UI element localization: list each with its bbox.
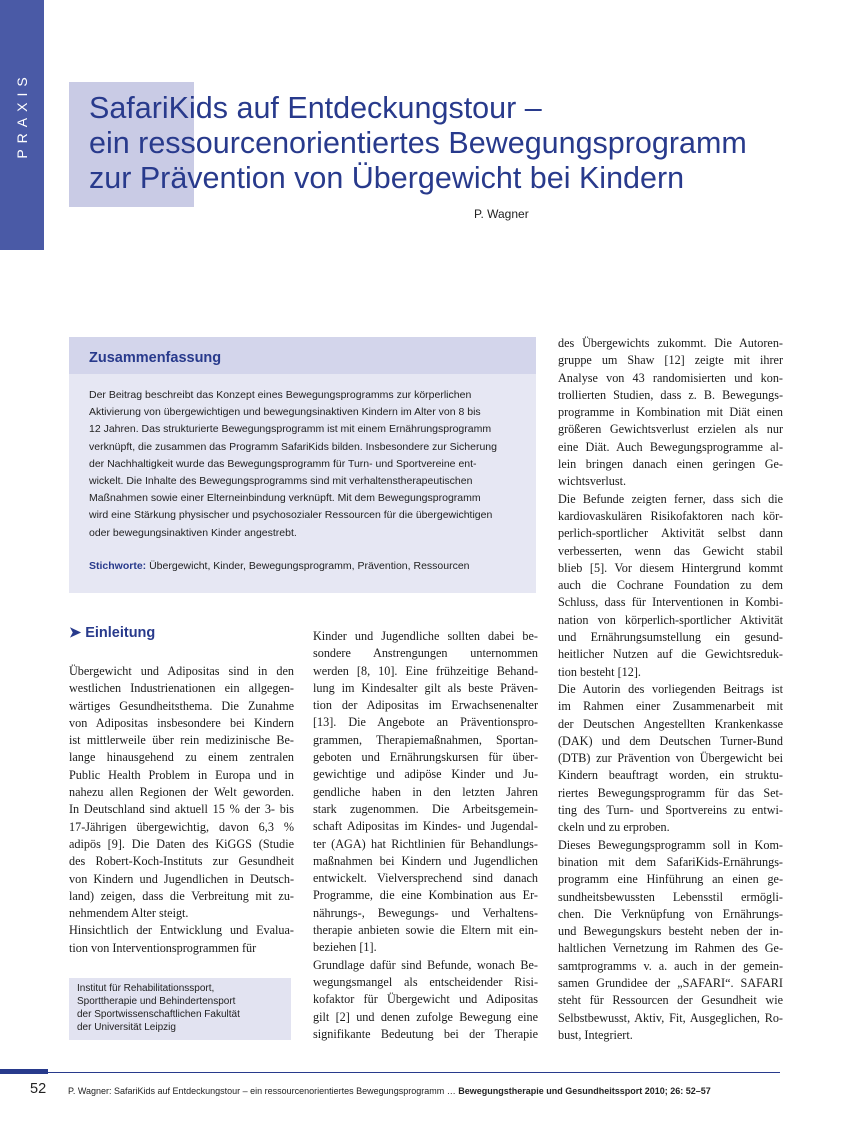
text-line: und Ernährungsumstellung ein gesund- [558,630,783,645]
section-heading-label: Einleitung [85,625,156,641]
text-line: des Robert-Koch-Instituts zur Gesundheit [69,854,294,869]
text-line: verbesserten, wenn das Gewicht stabil [558,543,783,558]
section-tab-label: PRAXIS [14,71,30,159]
text-line: nehmendem Alter steigt. [69,906,189,921]
keywords [89,560,470,572]
text-line: lein bringen danach einen geringen Ge- [558,457,783,472]
text-line: lung im Kindesalter gilt als beste Präven- [313,680,538,695]
abstract-line: Aktivierung von übergewichtigen und bewegungsinaktiven Kindern im Alter von 8 bis [89,406,481,419]
abstract-line: wird eine Stärkung physischer und psychosozialer Ressourcen für die übergewichtigen [89,509,493,522]
abstract-line: verknüpft, die zusammen das Programm SafariKids bilden. Insbesondere zur Sicherung [89,440,497,453]
text-line: Die Befunde zeigten ferner, dass sich die [558,491,783,506]
section-tab [0,0,44,250]
title-line: zur Prävention von Übergewicht bei Kindern [89,161,685,195]
text-line: nährungs-, Bewegungs- und Verhaltens- [313,905,538,920]
text-line: größeren Gewichtsverlust erzielen als nur [558,422,783,437]
author: P. Wagner [474,207,529,221]
text-line: gruppe um Shaw [12] zeigte mit ihrer [558,353,783,368]
abstract-line: der Nachhaltigkeit wurde das Bewegungsprogramm für Turn- und Sportvereine ent- [89,457,477,470]
text-line: wegungsmangel als entscheidender Risi- [313,974,538,989]
text-line: grammen, Therapiemaßnahmen, Sportan- [313,732,538,747]
affiliation-line: Institut für Rehabilitationssport, [77,983,215,994]
text-line: im Rahmen einer Zusammenarbeit mit [558,699,783,714]
text-line: bust, Integriert. [558,1027,633,1042]
text-line: auch die Cochrane Foundation zu dem [558,578,783,593]
abstract-heading: Zusammenfassung [89,350,222,366]
text-line: gendliche haben in den letzten Jahren [313,784,538,799]
title-line: ein ressourcenorientiertes Bewegungsprogramm [89,126,747,160]
text-line: adipös [9]. Die Daten des KiGGS (Studie [69,836,294,851]
text-line: von Kindern und Jugendlichen in Deutsch- [69,871,294,886]
text-line: nahezu allen Regionen der Welt geworden. [69,785,294,800]
text-line: trollierten Studien, dass z. B. Bewegungs- [558,387,783,402]
text-line: maßnahmen bei Kindern und Jugendlichen [313,853,538,868]
text-line: von Adipositas insbesondere bei Kindern [69,715,294,730]
text-line: werden [8, 10]. Eine frühzeitige Behand- [313,663,538,678]
text-line: eine Diät. Auch Bewegungsprogramme al- [558,439,783,454]
arrow-right-icon: ➤ [69,625,82,641]
text-line: beziehen [1]. [313,940,377,955]
text-line: programme in Kombination mit Diät einen [558,405,783,420]
text-line: tion besteht [12]. [558,664,641,679]
text-line: wichtsverlust. [558,474,627,489]
abstract-line: 12 Jahren. Das strukturierte Bewegungsprogramm ist mit einem Ernährungsprogramm [89,423,492,436]
abstract-line: Der Beitrag beschreibt das Konzept eines Bewegungsprogramms zur körperlichen [89,389,472,401]
text-column-1 [69,663,294,957]
affiliation-text [77,982,240,1034]
text-line: Die Autorin des vorliegenden Beitrags ist [558,681,783,696]
text-line: signifikante Bedeutung bei der Therapie [313,1026,538,1041]
section-heading [69,625,155,641]
text-line: samtprogramms v. a. auch in der gemein- [558,958,783,973]
affiliation-box [69,978,291,1040]
affiliation-line: der Universität Leipzig [77,1022,176,1033]
text-line: Übergewicht und Adipositas sind in den [69,664,294,678]
text-line: heitlicher Nutzen auf die Gewichtsreduk- [558,647,783,662]
text-line: 17-Jährigen übergewichtig, davon 6,3 % [69,819,294,834]
text-line: ist mittlerweile über rein medizinische Be- [69,733,294,748]
text-line: des Übergewichts zukommt. Die Autoren- [558,336,783,350]
text-line: steht für Ressourcen der Gesundheit wie [558,993,783,1008]
text-line: blieb [5]. Vor diesem Hintergrund kommt [558,560,783,575]
footer-marker [0,1069,48,1074]
keywords-label: Stichworte: [89,560,147,572]
abstract-line: Maßnahmen sowie einer Elterneinbindung verknüpft. Mit dem Bewegungsprogramm [89,492,481,505]
text-line: Selbstbewusst, Aktiv, Fit, Ausgeglichen, Ro- [558,1010,783,1025]
text-line: kofaktor für Übergewicht und Adipositas [313,992,538,1007]
text-line: riertes Bewegungsprogramm für das Set- [558,785,783,800]
text-line: programm eine Hinführung an einen ge- [558,872,783,887]
text-line: samen Grundidee der „SAFARI“. SAFARI [558,975,783,990]
text-line: Hinsichtlich der Entwicklung und Evalua- [69,923,294,938]
footer-rule [48,1072,780,1073]
text-line: therapie anbieten sowie die Eltern mit ein- [313,923,538,938]
abstract-line: wickelt. Die Inhalte des Bewegungsprogramms sind mit verhaltenstherapeutischen [89,475,473,488]
text-line: Public Health Problem in Europa und in [69,767,294,782]
abstract-text [89,387,529,542]
text-line: (DAK) und dem Deutschen Turner-Bund [558,733,783,748]
text-line: Dieses Bewegungsprogramm soll in Kom- [558,837,783,852]
text-line: sundheitsbewussten Lebensstil ermögli- [558,889,783,904]
text-line: ckeln und zu erproben. [558,820,670,835]
text-line: tion von Interventionsprogrammen für [69,940,257,955]
keywords-list: Übergewicht, Kinder, Bewegungsprogramm, Prävention, Ressourcen [149,560,470,572]
text-line: [13]. Die Angebote an Präventionspro- [313,715,538,730]
text-line: Kinder und Jugendliche sollten dabei be- [313,629,538,643]
text-line: nation von körperlich-sportlicher Aktivität [558,612,783,627]
text-line: und Bewegungskurs besteht neben der in- [558,924,783,939]
footer-citation-text: P. Wagner: SafariKids auf Entdeckungstour – ein ressourcenorientiertes Bewegungsprogramm … [68,1086,456,1096]
text-line: ting des Turn- und Sportvereins zu entwi- [558,803,783,818]
footer-citation [68,1086,711,1096]
text-line: chen. Die Verknüpfung von Ernährungs- [558,906,783,921]
text-line: stark zugenommen. Die Arbeitsgemein- [313,801,538,816]
text-line: westlichen Industrienationen ein allgegen- [69,681,294,696]
page-number: 52 [30,1081,47,1097]
text-line: schaft Adipositas im Kindes- und Jugendal- [313,819,538,834]
affiliation-line: Sporttherapie und Behindertensport [77,996,236,1007]
abstract-line: oder bewegungsinaktiven Kinder angestrebt. [89,526,297,539]
title-line: SafariKids auf Entdeckungstour – [89,91,542,125]
text-line: wärtiges Gesundheitsthema. Die Zunahme [69,698,294,713]
text-line: lange hinausgehend zu einem zentralen [69,750,294,765]
text-line: (DTB) zur Prävention von Übergewicht bei [558,751,783,766]
abstract-box [69,337,536,593]
affiliation-line: der Sportwissenschaftlichen Fakultät [77,1009,240,1020]
text-line: tion der Adipositas im Erwachsenenalter [313,698,538,713]
text-line: sondere Anstrengungen unternommen [313,646,538,661]
text-line: Schluss, dass für Interventionen in Kombi- [558,595,783,610]
text-line: haltlichen Vernetzung im Rahmen des Ge- [558,941,783,956]
text-line: gilt [2] und denen zufolge Bewegung eine [313,1009,538,1024]
text-line: der Deutschen Angestellten Krankenkasse [558,716,783,731]
text-line: Grundlage dafür sind Befunde, wonach Be- [313,957,538,972]
article-title [89,91,747,196]
text-line: gewichtige und adipöse Kinder und Ju- [313,767,538,782]
text-line: Kindern beauftragt worden, ein struktu- [558,768,783,783]
text-line: In Deutschland sind aktuell 15 % der 3- bis [69,802,294,817]
text-line: entwickelt. Vielversprechend sind danach [313,871,538,886]
text-line: geboten und Ernährungskursen für über- [313,750,538,765]
text-line: land) zeigen, dass die Verbreitung mit zu- [69,888,294,903]
text-line: Analyse von 43 randomisierten und kon- [558,370,783,385]
footer-journal: Bewegungstherapie und Gesundheitssport 2010; 26: 52–57 [458,1086,711,1096]
text-line: kardiovaskulären Risikofaktoren nach kör- [558,508,783,523]
text-line: ter (AGA) hat Richtlinien für Behandlungs- [313,836,538,851]
text-column-2 [313,628,538,1043]
text-column-3 [558,335,783,1044]
text-line: Programme, die eine Kombination aus Er- [313,888,538,903]
abstract-header [69,337,536,374]
text-line: perlich-sportlicher Aktivität selbst dann [558,526,783,541]
text-line: bination mit dem SafariKids-Ernährungs- [558,854,783,869]
